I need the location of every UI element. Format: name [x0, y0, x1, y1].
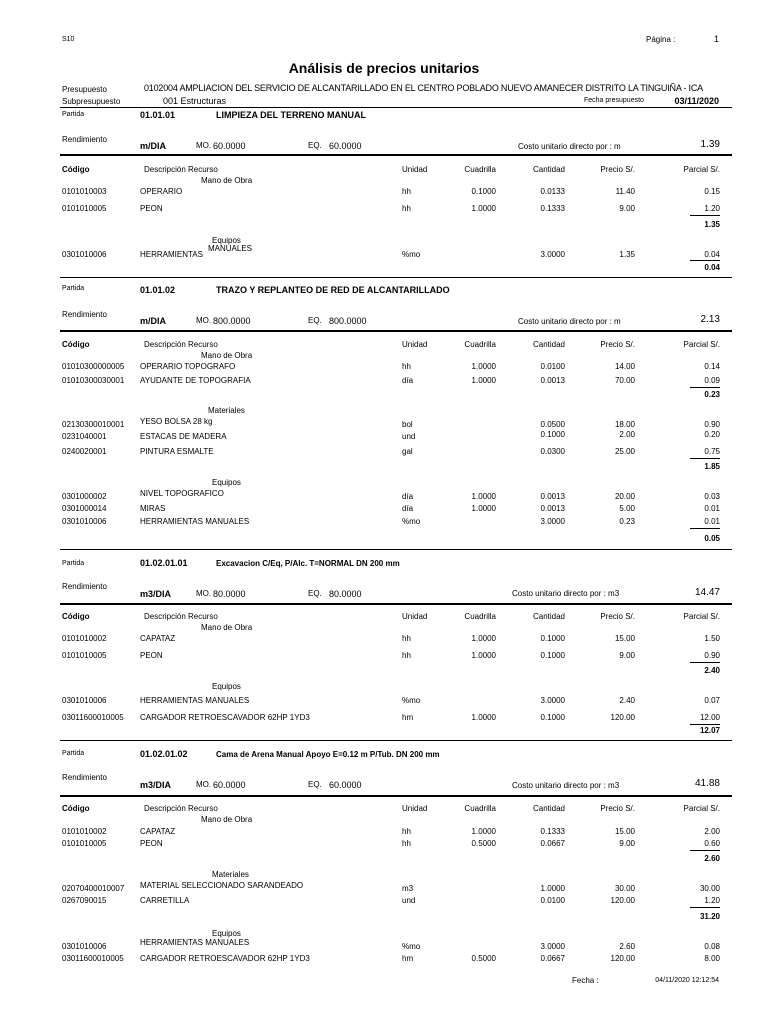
row-cuadrilla: 0.1000 [471, 187, 496, 196]
partida-label: Partida [62, 750, 85, 757]
subpresupuesto-value: 001 Estructuras [163, 96, 227, 106]
partida-code: 01.02.01.02 [140, 749, 188, 759]
eq-value: 800.0000 [329, 316, 367, 326]
subtotal-line [690, 387, 720, 388]
subpresupuesto-label: Subpresupuesto [62, 97, 121, 106]
row-precio: 9.00 [619, 839, 635, 848]
row-precio: 1.35 [619, 250, 635, 259]
costo-value: 2.13 [700, 314, 720, 325]
eq-label: EQ. [308, 589, 322, 598]
col-unidad: Unidad [402, 340, 428, 349]
row-cantidad: 0.0300 [540, 447, 565, 456]
row-code: 0301010006 [62, 250, 107, 259]
mo-label: MO. [196, 141, 212, 150]
costo-value: 14.47 [694, 587, 720, 598]
eq-label: EQ. [308, 141, 322, 150]
row-cuadrilla: 1.0000 [471, 634, 496, 643]
row-precio: 11.40 [615, 187, 635, 196]
row-desc: HERRAMIENTAS MANUALES [140, 696, 250, 705]
rendimiento-unit: m3/DIA [140, 589, 172, 599]
col-parcial: Parcial S/. [683, 340, 720, 349]
row-desc: CARGADOR RETROESCAVADOR 62HP 1YD3 [140, 713, 310, 722]
section-divider [60, 549, 732, 550]
row-code: 0301010006 [62, 517, 107, 526]
col-parcial: Parcial S/. [683, 804, 720, 813]
row-code: 01010300000005 [62, 362, 125, 371]
col-cantidad: Cantidad [532, 612, 565, 621]
row-code: 0101010002 [62, 827, 107, 836]
subtotal: 31.20 [699, 912, 720, 921]
row-precio: 14.00 [614, 362, 635, 371]
mo-value: 800.0000 [213, 316, 251, 326]
row-parcial: 0.15 [704, 187, 720, 196]
partida-label: Partida [62, 560, 85, 567]
row-desc: HERRAMIENTAS [140, 250, 203, 259]
group-heading: Mano de Obra [201, 351, 253, 360]
rendimiento-unit: m/DIA [140, 141, 167, 151]
col-precio: Precio S/. [600, 612, 635, 621]
partida-label: Partida [62, 285, 85, 292]
subtotal: 0.23 [704, 390, 720, 399]
subtotal: 1.35 [704, 220, 720, 229]
partida-name: Excavacion C/Eq, P/Alc. T=NORMAL DN 200 mm [216, 559, 400, 568]
partida-name: Cama de Arena Manual Apoyo E=0.12 m P/Tub. DN 200 mm [216, 750, 440, 759]
rendimiento-label: Rendimiento [62, 582, 107, 591]
row-cuadrilla: 1.0000 [471, 492, 496, 501]
row-cantidad: 0.0013 [540, 504, 565, 513]
row-unit: %mo [402, 517, 421, 526]
row-desc: ESTACAS DE MADERA [140, 432, 227, 441]
row-code: 0231040001 [62, 432, 107, 441]
row-code: 02070400010007 [62, 884, 125, 893]
row-cuadrilla: 1.0000 [471, 504, 496, 513]
row-unit: hh [402, 187, 411, 196]
col-cuadrilla: Cuadrilla [464, 165, 496, 174]
subtotal: 1.85 [704, 462, 720, 471]
group-heading: Equipos [212, 682, 241, 691]
row-desc: OPERARIO [140, 187, 183, 196]
row-precio: 25.00 [614, 447, 635, 456]
row-cantidad: 0.0100 [540, 362, 565, 371]
row-cuadrilla: 1.0000 [471, 713, 496, 722]
row-precio: 120.00 [610, 954, 635, 963]
row-unit: %mo [402, 942, 421, 951]
row-unit: und [402, 896, 416, 905]
row-code: 0301000014 [62, 504, 107, 513]
col-parcial: Parcial S/. [683, 165, 720, 174]
row-code: 0267090015 [62, 896, 107, 905]
mo-label: MO. [196, 780, 212, 789]
row-precio: 9.00 [619, 651, 635, 660]
row-code: 0301010006 [62, 942, 107, 951]
col-codigo: Código [62, 340, 90, 349]
row-precio: 70.00 [614, 376, 635, 385]
row-cuadrilla: 1.0000 [471, 204, 496, 213]
costo-value: 41.88 [694, 778, 720, 789]
row-precio: 15.00 [614, 634, 635, 643]
col-cantidad: Cantidad [532, 340, 565, 349]
row-cuadrilla: 0.5000 [471, 839, 496, 848]
group-heading: Equipos [212, 478, 241, 487]
subtotal: 12.07 [699, 726, 720, 735]
row-code: 0101010005 [62, 651, 107, 660]
page-title: Análisis de precios unitarios [288, 60, 480, 76]
partida-name: LIMPIEZA DEL TERRENO MANUAL [216, 110, 366, 120]
row-desc: NIVEL TOPOGRAFICO [140, 489, 224, 498]
row-code: 0101010003 [62, 187, 107, 196]
row-precio: 30.00 [614, 884, 635, 893]
group-heading: Mano de Obra [201, 176, 253, 185]
col-descripcion: Descripción Recurso [144, 165, 218, 174]
row-desc: PEON [140, 651, 163, 660]
row-parcial: 0.90 [704, 651, 720, 660]
subtotal-line [690, 528, 720, 529]
col-cuadrilla: Cuadrilla [464, 612, 496, 621]
row-precio: 2.60 [619, 942, 635, 951]
row-parcial: 1.50 [704, 634, 720, 643]
eq-value: 80.0000 [329, 589, 362, 599]
col-cuadrilla: Cuadrilla [464, 340, 496, 349]
row-unit: día [402, 492, 414, 501]
row-cantidad: 0.1000 [540, 713, 565, 722]
row-cuadrilla: 1.0000 [471, 651, 496, 660]
row-cantidad: 0.0100 [540, 896, 565, 905]
section-divider [60, 740, 732, 741]
row-unit: hh [402, 651, 411, 660]
row-desc: AYUDANTE DE TOPOGRAFIA [140, 376, 251, 385]
row-desc: CAPATAZ [140, 634, 176, 643]
col-precio: Precio S/. [600, 340, 635, 349]
mo-value: 80.0000 [213, 589, 246, 599]
row-code: 0101010005 [62, 204, 107, 213]
row-desc: MIRAS [140, 504, 166, 513]
row-cantidad: 0.0500 [540, 420, 565, 429]
row-cuadrilla: 1.0000 [471, 376, 496, 385]
subtotal: 0.04 [704, 263, 720, 272]
row-cantidad: 0.1000 [540, 430, 565, 439]
row-parcial: 12.00 [699, 713, 720, 722]
row-desc: HERRAMIENTAS MANUALES [140, 517, 250, 526]
row-unit: gal [402, 447, 413, 456]
row-cantidad: 0.0667 [540, 954, 565, 963]
page-number: 1 [714, 34, 720, 44]
row-parcial: 0.09 [704, 376, 720, 385]
col-parcial: Parcial S/. [683, 612, 720, 621]
row-precio: 5.00 [619, 504, 635, 513]
row-parcial: 0.04 [704, 250, 720, 259]
row-parcial: 0.07 [704, 696, 720, 705]
eq-value: 60.0000 [329, 780, 362, 790]
row-code: 0101010002 [62, 634, 107, 643]
mo-label: MO. [196, 316, 212, 325]
row-parcial: 2.00 [704, 827, 720, 836]
eq-label: EQ. [308, 316, 322, 325]
section-divider [60, 795, 732, 797]
row-desc: PEON [140, 839, 163, 848]
row-precio: 15.00 [614, 827, 635, 836]
mo-value: 60.0000 [213, 780, 246, 790]
col-codigo: Código [62, 612, 90, 621]
row-unit: m3 [402, 884, 414, 893]
row-precio: 0.23 [619, 517, 635, 526]
rendimiento-unit: m/DIA [140, 316, 167, 326]
row-unit: día [402, 376, 414, 385]
row-parcial: 0.14 [704, 362, 720, 371]
row-desc: CARRETILLA [140, 896, 190, 905]
row-desc: OPERARIO TOPOGRAFO [140, 362, 236, 371]
row-precio: 120.00 [610, 896, 635, 905]
row-unit: hh [402, 634, 411, 643]
row-unit: hh [402, 362, 411, 371]
section-divider [60, 277, 732, 278]
rendimiento-label: Rendimiento [62, 135, 107, 144]
row-cantidad: 3.0000 [540, 696, 565, 705]
row-cantidad: 0.1333 [540, 827, 565, 836]
subtotal: 0.05 [704, 534, 720, 543]
group-heading: Materiales [212, 870, 249, 879]
partida-code: 01.01.02 [140, 285, 176, 295]
row-unit: hh [402, 827, 411, 836]
col-cantidad: Cantidad [532, 165, 565, 174]
col-cantidad: Cantidad [532, 804, 565, 813]
row-cantidad: 3.0000 [540, 942, 565, 951]
row-code: 01010300030001 [62, 376, 125, 385]
row-unit: día [402, 504, 414, 513]
system-code: S10 [62, 36, 75, 43]
col-unidad: Unidad [402, 165, 428, 174]
row-unit: hh [402, 839, 411, 848]
row-parcial: 0.01 [704, 504, 720, 513]
row-code: 0240020001 [62, 447, 107, 456]
row-parcial: 0.08 [704, 942, 720, 951]
costo-label: Costo unitario directo por : m3 [512, 589, 620, 598]
subtotal: 2.60 [704, 854, 720, 863]
row-unit: hh [402, 204, 411, 213]
row-precio: 9.00 [619, 204, 635, 213]
presupuesto-label: Presupuesto [62, 85, 107, 94]
eq-value: 60.0000 [329, 141, 362, 151]
row-cuadrilla: 0.5000 [471, 954, 496, 963]
row-cantidad: 3.0000 [540, 517, 565, 526]
row-parcial: 0.60 [704, 839, 720, 848]
row-parcial: 30.00 [699, 884, 720, 893]
row-cantidad: 0.0013 [540, 492, 565, 501]
row-precio: 2.00 [619, 430, 635, 439]
subtotal-line [690, 215, 720, 216]
row-parcial: 0.01 [704, 517, 720, 526]
row-desc: CAPATAZ [140, 827, 176, 836]
costo-label: Costo unitario directo por : m [518, 142, 621, 151]
row-cuadrilla: 1.0000 [471, 827, 496, 836]
row-cantidad: 0.0013 [540, 376, 565, 385]
col-descripcion: Descripción Recurso [144, 612, 218, 621]
presupuesto-value: 0102004 AMPLIACION DEL SERVICIO DE ALCANTARILLADO EN EL CENTRO POBLADO NUEVO AMANECER DISTRITO LA TINGUIÑA - ICA [144, 83, 703, 93]
row-unit: hm [402, 954, 414, 963]
row-code: 0101010005 [62, 839, 107, 848]
row-desc: PEON [140, 204, 163, 213]
subtotal: 2.40 [704, 666, 720, 675]
row-cantidad: 0.1000 [540, 651, 565, 660]
page-label: Página : [646, 35, 676, 44]
row-code: 03011600010005 [62, 713, 124, 722]
row-desc-continued: MANUALES [208, 244, 253, 253]
col-unidad: Unidad [402, 612, 428, 621]
col-codigo: Código [62, 804, 90, 813]
col-descripcion: Descripción Recurso [144, 340, 218, 349]
row-code: 03011600010005 [62, 954, 124, 963]
partida-code: 01.02.01.01 [140, 558, 188, 568]
group-heading: Equipos [212, 929, 241, 938]
row-code: 0301000002 [62, 492, 107, 501]
row-code: 0301010006 [62, 696, 107, 705]
row-unit: und [402, 432, 416, 441]
row-parcial: 8.00 [704, 954, 720, 963]
row-cantidad: 0.0667 [540, 839, 565, 848]
subtotal-line [690, 850, 720, 851]
row-cantidad: 0.1333 [540, 204, 565, 213]
row-unit: hm [402, 713, 414, 722]
row-cantidad: 1.0000 [540, 884, 565, 893]
col-precio: Precio S/. [600, 165, 635, 174]
subtotal-line [690, 662, 720, 663]
row-desc: PINTURA ESMALTE [140, 447, 214, 456]
row-desc: HERRAMIENTAS MANUALES [140, 938, 250, 947]
row-parcial: 0.20 [704, 430, 720, 439]
col-unidad: Unidad [402, 804, 428, 813]
rendimiento-label: Rendimiento [62, 773, 107, 782]
group-heading: Materiales [208, 406, 245, 415]
footer-fecha-value: 04/11/2020 12:12:54 [655, 977, 719, 984]
row-cantidad: 0.1000 [540, 634, 565, 643]
header-divider [60, 107, 732, 108]
rendimiento-label: Rendimiento [62, 310, 107, 319]
row-precio: 2.40 [619, 696, 635, 705]
row-unit: %mo [402, 250, 421, 259]
row-parcial: 0.03 [704, 492, 720, 501]
partida-label: Partida [62, 111, 85, 118]
col-precio: Precio S/. [600, 804, 635, 813]
section-divider [60, 154, 732, 156]
row-parcial: 1.20 [704, 204, 720, 213]
row-parcial: 0.90 [704, 420, 720, 429]
costo-label: Costo unitario directo por : m [518, 317, 621, 326]
row-cuadrilla: 1.0000 [471, 362, 496, 371]
section-divider [60, 603, 732, 605]
rendimiento-unit: m3/DIA [140, 780, 172, 790]
row-desc: CARGADOR RETROESCAVADOR 62HP 1YD3 [140, 954, 310, 963]
fecha-presupuesto-value: 03/11/2020 [674, 96, 719, 106]
mo-value: 60.0000 [213, 141, 246, 151]
section-divider [60, 330, 732, 332]
row-cantidad: 3.0000 [540, 250, 565, 259]
group-heading: Equipos [212, 236, 241, 245]
fecha-presupuesto-label: Fecha presupuesto [584, 97, 644, 104]
group-heading: Mano de Obra [201, 623, 253, 632]
subtotal-line [690, 260, 720, 261]
row-parcial: 0.75 [704, 447, 720, 456]
row-cantidad: 0.0133 [540, 187, 565, 196]
row-parcial: 1.20 [704, 896, 720, 905]
group-heading: Mano de Obra [201, 815, 253, 824]
row-code: 02130300010001 [62, 420, 125, 429]
row-precio: 120.00 [610, 713, 635, 722]
row-unit: %mo [402, 696, 421, 705]
col-descripcion: Descripción Recurso [144, 804, 218, 813]
costo-value: 1.39 [700, 139, 720, 150]
subtotal-line [690, 458, 720, 459]
row-desc: YESO BOLSA 28 kg [140, 417, 213, 426]
row-precio: 18.00 [614, 420, 635, 429]
eq-label: EQ. [308, 780, 322, 789]
row-desc: MATERIAL SELECCIONADO SARANDEADO [140, 881, 304, 890]
partida-name: TRAZO Y REPLANTEO DE RED DE ALCANTARILLADO [216, 285, 450, 295]
col-cuadrilla: Cuadrilla [464, 804, 496, 813]
costo-label: Costo unitario directo por : m3 [512, 781, 620, 790]
partida-code: 01.01.01 [140, 110, 176, 120]
subtotal-line [690, 724, 720, 725]
row-precio: 20.00 [614, 492, 635, 501]
footer-fecha-label: Fecha : [572, 976, 599, 985]
mo-label: MO. [196, 589, 212, 598]
col-codigo: Código [62, 165, 90, 174]
subtotal-line [690, 907, 720, 908]
row-unit: bol [402, 420, 413, 429]
